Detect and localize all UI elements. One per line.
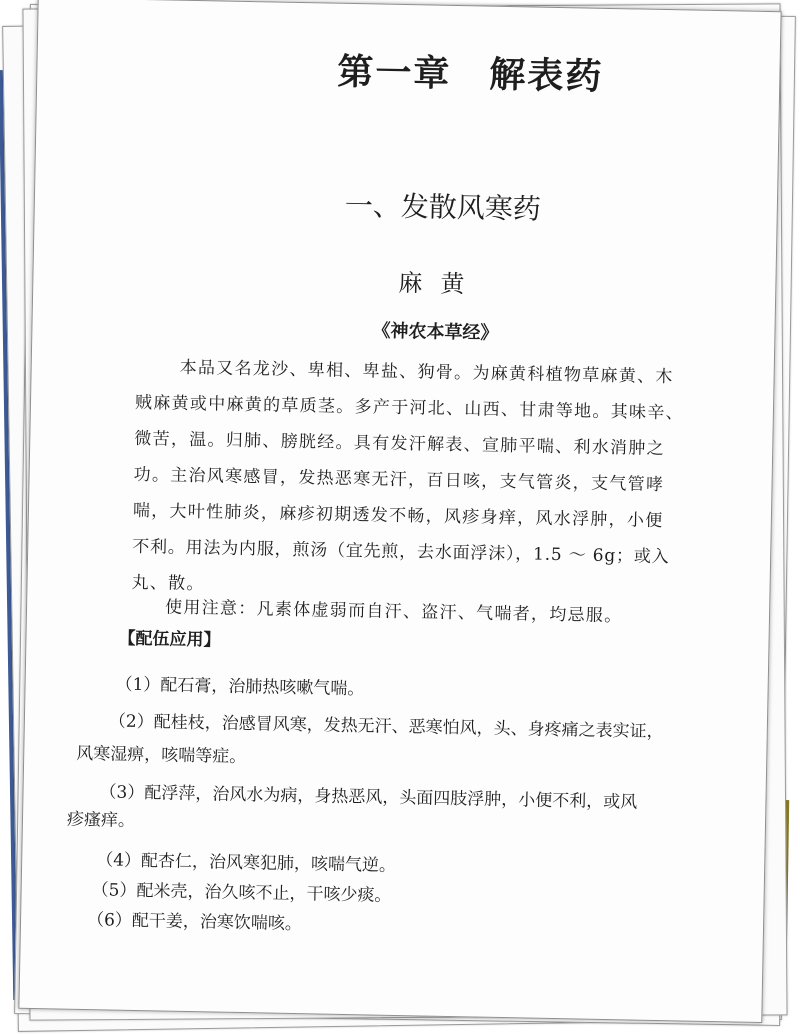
intro-line: 功。主治风寒感冒，发热恶寒无汗，百日咳，支气管炎，支气管哮 [133, 464, 665, 496]
compat-heading: 【配伍应用】 [118, 628, 221, 651]
compat-item: （2）配桂枝，治感冒风寒，发热无汗、恶寒怕风，头、身疼痛之表实证， [108, 711, 664, 743]
intro-line: 喘，大叶性肺炎，麻疹初期透发不畅，风疹身痒，风水浮肿，小便 [132, 500, 664, 532]
compat-item: （5）配米壳，治久咳不止，干咳少痰。 [91, 880, 392, 906]
intro-line: 贼麻黄或中麻黄的草质茎。多产于河北、山西、甘肃等地。其味辛、 [134, 392, 685, 424]
drug-name: 麻黄 [398, 268, 483, 299]
compat-item: 风寒湿痹，咳喘等症。 [76, 743, 247, 768]
intro-line: 不利。用法为内服，煎汤（宜先煎，去水面浮沫），1.5 ～ 6g；或入 [132, 536, 670, 568]
book-page [18, 0, 781, 1023]
compat-item: （1）配石膏，治肺热咳嗽气喘。 [115, 674, 365, 700]
chapter-title: 第一章 解表药 [336, 50, 604, 98]
caution-note: 使用注意：凡素体虚弱而自汗、盗汗、气喘者，均忌服。 [164, 597, 623, 627]
intro-line: 本品又名龙沙、卑相、卑盐、狗骨。为麻黄科植物草麻黄、木 [179, 357, 674, 388]
compat-item: （6）配干姜，治寒饮喘咳。 [86, 910, 303, 935]
compat-item: （3）配浮萍，治风水为病，身热恶风，头面四肢浮肿，小便不利，或风 [99, 782, 638, 813]
compat-item: （4）配杏仁，治风寒犯肺，咳喘气逆。 [96, 850, 397, 876]
compat-item: 疹瘙痒。 [66, 809, 136, 831]
intro-line: 丸、散。 [131, 572, 205, 595]
source-reference: 《神农本草经》 [372, 320, 499, 344]
section-title: 一、发散风寒药 [344, 188, 542, 226]
intro-line: 微苦，温。归肺、膀胱经。具有发汗解表、宣肺平喘、利水消肿之 [134, 428, 666, 460]
